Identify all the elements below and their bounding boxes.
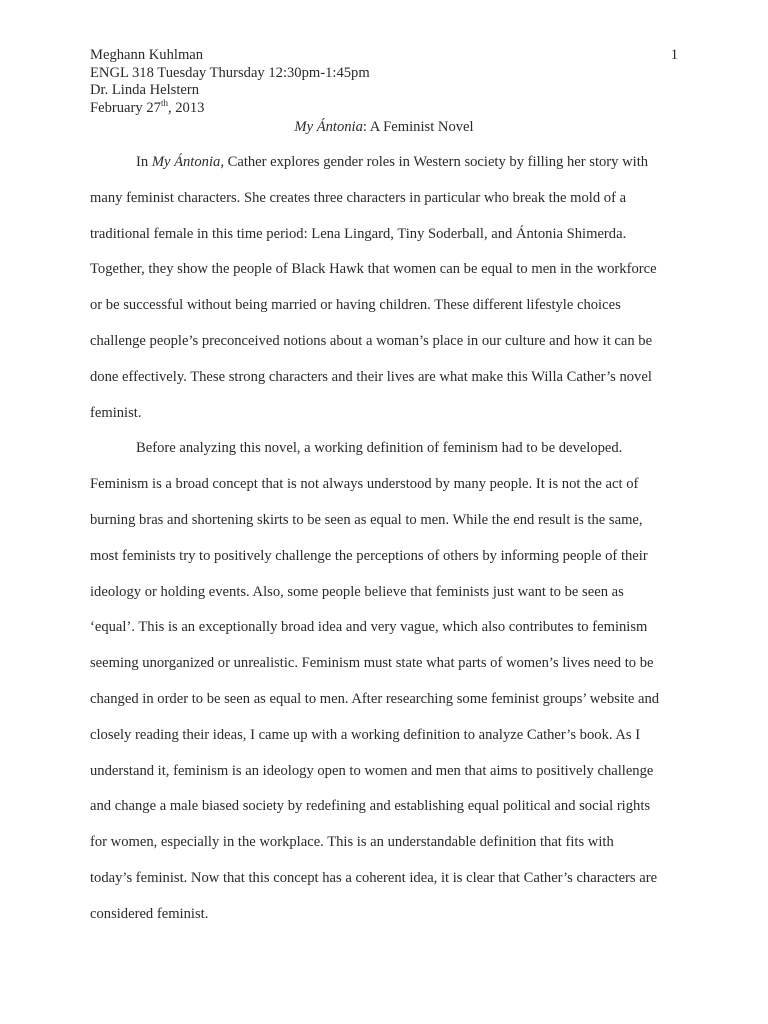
page-number: 1: [670, 47, 678, 63]
paragraph1-line: done effectively. These strong characters and their lives are what make this Willa Cather’s novel: [90, 368, 652, 385]
paragraph2-line: today’s feminist. Now that this concept has a coherent idea, it is clear that Cather’s characters are: [90, 869, 658, 886]
paragraph2-line: closely reading their ideas, I came up with a working definition to analyze Cather’s book. As I: [90, 726, 641, 743]
header-block: [90, 47, 690, 117]
paragraph1-line: traditional female in this time period: Lena Lingard, Tiny Soderball, and Ántonia Shimerda.: [90, 225, 627, 242]
paragraph2-line: understand it, feminism is an ideology open to women and men that aims to positively challenge: [90, 762, 654, 779]
p1-rest: , Cather explores gender roles in Western society by filling her story with: [220, 154, 649, 170]
paragraph1-line: or be successful without being married or having children. These different lifestyle choices: [90, 297, 621, 314]
instructor-name: Dr. Linda Helstern: [90, 82, 200, 98]
paragraph2-line: ‘equal’. This is an exceptionally broad idea and very vague, which also contributes to feminism: [90, 619, 648, 636]
author-name: Meghann Kuhlman: [90, 47, 204, 63]
paragraph2-line: considered feminist.: [90, 905, 209, 922]
paragraph2-line: for women, especially in the workplace. This is an understandable definition that fits with: [90, 834, 614, 851]
course-info: ENGL 318 Tuesday Thursday 12:30pm-1:45pm: [90, 64, 370, 81]
paragraph1-line: feminist.: [90, 404, 142, 421]
title-italic: My Ántonia: [294, 119, 363, 135]
paragraph1-line: [90, 152, 690, 188]
essay-date: [90, 97, 690, 118]
paragraph2-line: ideology or holding events. Also, some people believe that feminists just want to be seen as: [90, 583, 624, 600]
paragraph2-line: Before analyzing this novel, a working definition of feminism had to be developed.: [136, 440, 623, 457]
date-prefix: February 27: [90, 99, 161, 116]
p1-italic-title: My Ántonia: [151, 154, 221, 170]
date-suffix: , 2013: [167, 99, 205, 116]
paragraph2-line: seeming unorganized or unrealistic. Feminism must state what parts of women’s lives need to be: [90, 655, 654, 672]
paragraph1-line: challenge people’s preconceived notions about a woman’s place in our culture and how it can be: [90, 332, 653, 349]
paragraph2-line: changed in order to be seen as equal to men. After researching some feminist groups’ website and: [90, 690, 660, 707]
paragraph2-line: burning bras and shortening skirts to be seen as equal to men. While the end result is the same,: [90, 511, 643, 528]
essay-body: [90, 152, 690, 940]
paragraph2-line: most feminists try to positively challenge the perceptions of others by informing people of their: [90, 547, 648, 564]
p1-in: In: [136, 154, 152, 170]
essay-title: [0, 119, 768, 137]
paragraph2-line: Feminism is a broad concept that is not always understood by many people. It is not the act of: [90, 476, 639, 493]
title-rest: : A Feminist Novel: [362, 119, 474, 135]
paragraph1-line: Together, they show the people of Black Hawk that women can be equal to men in the workforce: [90, 261, 657, 278]
paragraph2-line: and change a male biased society by redefining and establishing equal political and social rights: [90, 798, 651, 815]
paragraph1-line: many feminist characters. She creates three characters in particular who break the mold of a: [90, 189, 627, 206]
date-ordinal: th: [160, 97, 168, 108]
